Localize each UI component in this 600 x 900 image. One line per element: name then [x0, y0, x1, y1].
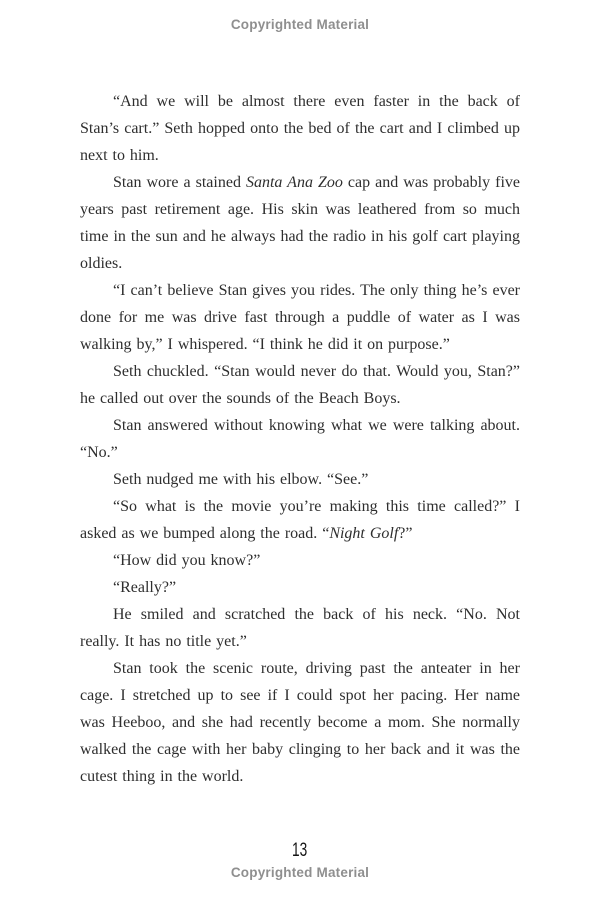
text-run: Stan took the scenic route, driving past the anteater in her cage. I stretched up to see if I could spot her pacing. Her name was Heeboo, and she had recently become a mom. She normally walked the cage with her baby clinging to her back and it was the cutest thing in the world.: [80, 660, 520, 785]
text-run: Seth nudged me with his elbow. “See.”: [113, 471, 369, 488]
paragraph: [80, 412, 520, 466]
text-run: cap and was probably five years past retirement age. His skin was leathered from so much time in the sun and he always had the radio in his golf cart playing oldies.: [80, 174, 520, 272]
italic-text-run: Night Golf: [329, 525, 399, 542]
text-run: “I can’t believe Stan gives you rides. The only thing he’s ever done for me was drive fast through a puddle of water as I was walking by,” I whispered. “I think he did it on purpose.”: [80, 282, 520, 353]
copyright-notice-top: Copyrighted Material: [230, 17, 370, 32]
text-run: “Really?”: [113, 579, 177, 596]
page-text: [80, 88, 520, 790]
paragraph: [80, 169, 520, 277]
copyright-notice-bottom: Copyrighted Material: [230, 865, 370, 880]
paragraph: [80, 277, 520, 358]
italic-text-run: Santa Ana Zoo: [245, 174, 343, 191]
paragraph: [80, 358, 520, 412]
text-run: “How did you know?”: [113, 552, 261, 569]
paragraph: [80, 466, 520, 493]
paragraph: [80, 493, 520, 547]
paragraph: [80, 601, 520, 655]
text-run: Seth chuckled. “Stan would never do that. Would you, Stan?” he called out over the sounds of the Beach Boys.: [80, 363, 520, 407]
page-number-container: [0, 840, 600, 862]
paragraph: [80, 88, 520, 169]
text-run: “And we will be almost there even faster in the back of Stan’s cart.” Seth hopped onto the bed of the cart and I climbed up next to him.: [80, 93, 520, 164]
paragraph: [80, 655, 520, 790]
paragraph: [80, 547, 520, 574]
text-run: Stan answered without knowing what we were talking about. “No.”: [80, 417, 520, 461]
text-run: “So what is the movie you’re making this time called?” I asked as we bumped along the road. “: [80, 498, 520, 542]
text-run: ?”: [398, 525, 413, 542]
paragraph: [80, 574, 520, 601]
page-number: 13: [292, 840, 308, 861]
text-run: Stan wore a stained: [113, 174, 246, 191]
text-run: He smiled and scratched the back of his neck. “No. Not really. It has no title yet.”: [80, 606, 520, 650]
